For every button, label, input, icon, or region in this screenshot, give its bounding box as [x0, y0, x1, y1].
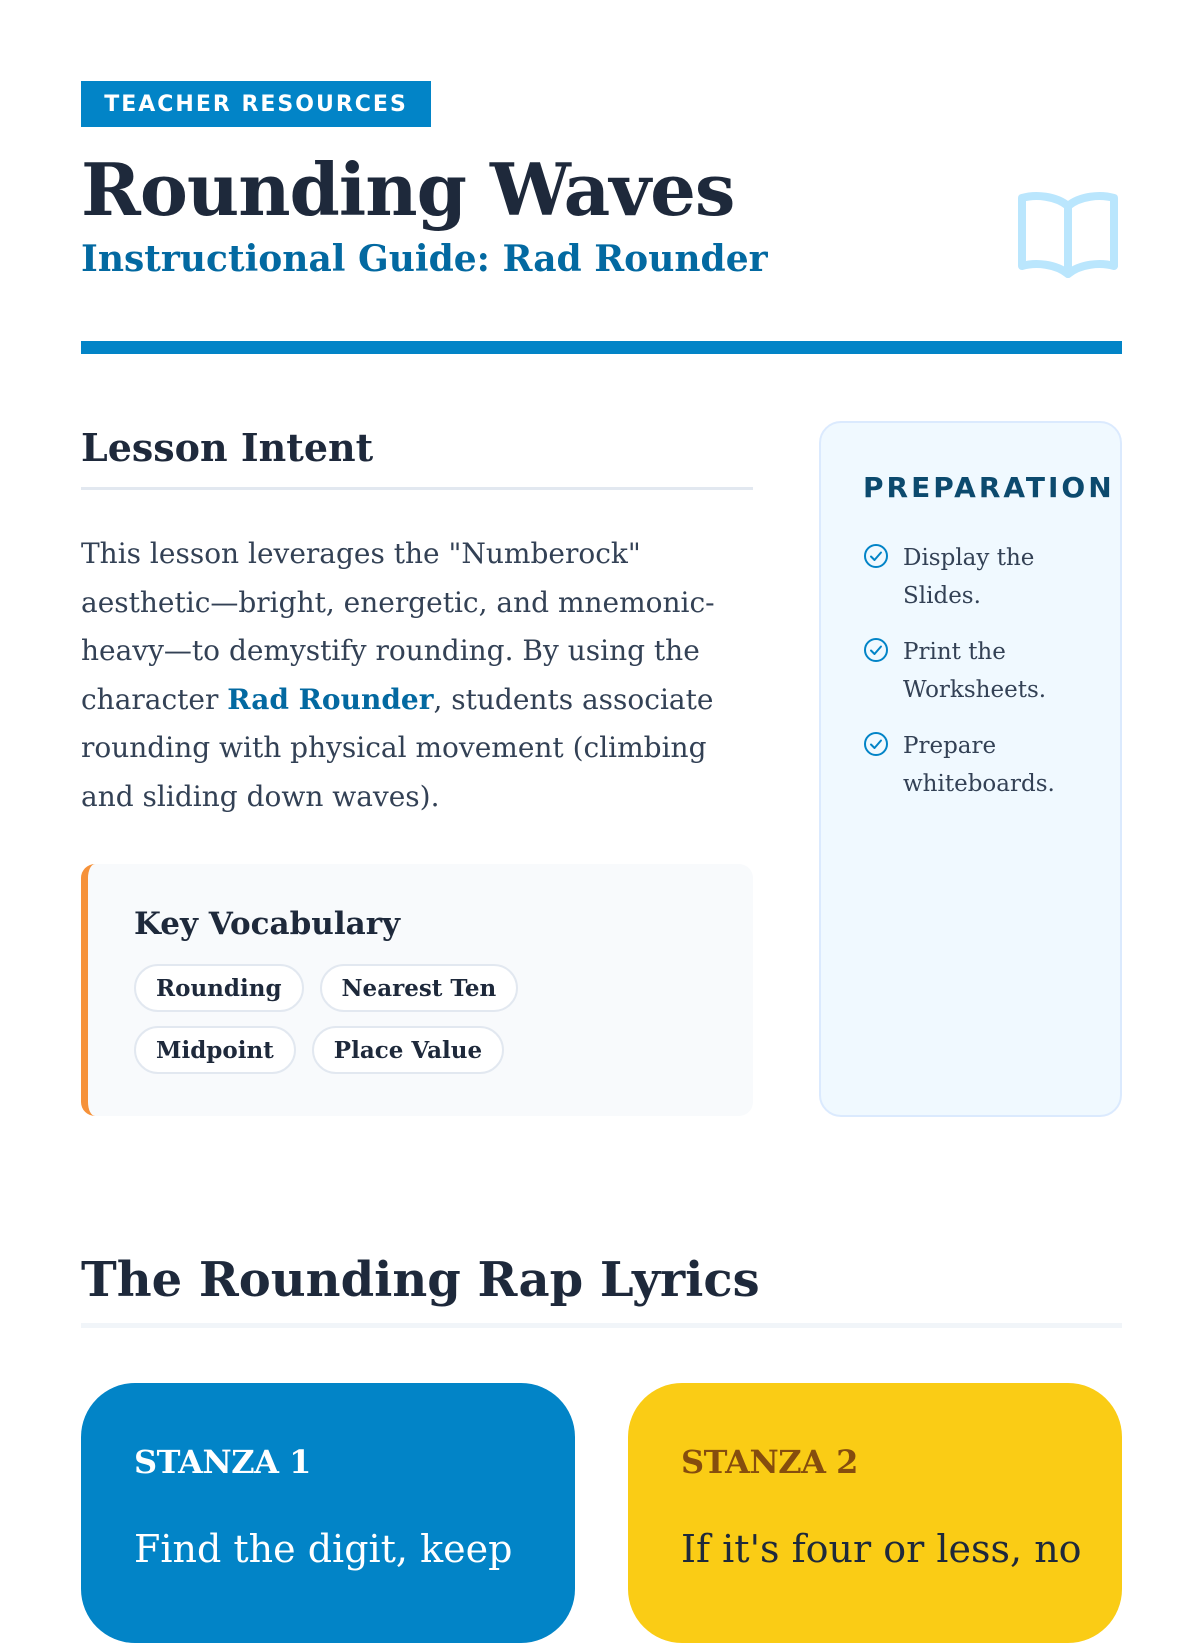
lyrics-divider — [81, 1323, 1122, 1328]
book-open-icon — [1018, 186, 1118, 282]
list-item — [863, 727, 1103, 803]
preparation-item-text: Print the Worksheets. — [903, 639, 1047, 703]
vocab-chip-rounding: Rounding — [134, 964, 304, 1012]
preparation-list — [863, 539, 1103, 821]
vocab-chip-midpoint: Midpoint — [134, 1026, 296, 1074]
stanza-card-2 — [628, 1383, 1122, 1643]
rounding-rap-lyrics-heading: The Rounding Rap Lyrics — [81, 1252, 760, 1308]
vocab-chip-nearest-ten: Nearest Ten — [320, 964, 519, 1012]
lesson-intent-divider — [81, 487, 753, 490]
lesson-intent-text — [81, 530, 753, 821]
preparation-panel — [819, 421, 1122, 1117]
stanza-label: STANZA 2 — [681, 1443, 858, 1481]
intent-text-start: This lesson leverages the "Numberock" aesthetic—bright, energetic, and mnemonic-heavy—to demystify rounding. By using the character — [81, 537, 715, 716]
page-subtitle: Instructional Guide: Rad Rounder — [81, 238, 768, 280]
header-divider — [81, 341, 1122, 354]
vocabulary-chips — [134, 964, 674, 1074]
intent-text-end: , students associate rounding with physical movement (climbing and sliding down waves). — [81, 682, 714, 813]
teacher-resources-badge: TEACHER RESOURCES — [81, 81, 431, 127]
preparation-item-text: Prepare whiteboards. — [903, 733, 1055, 797]
vocab-chip-place-value: Place Value — [312, 1026, 504, 1074]
stanza-label: STANZA 1 — [134, 1443, 311, 1481]
page-title: Rounding Waves — [81, 147, 735, 232]
character-name-highlight: Rad Rounder — [227, 682, 434, 716]
key-vocabulary-heading: Key Vocabulary — [134, 906, 401, 942]
lesson-intent-heading: Lesson Intent — [81, 425, 374, 470]
stanza-card-1 — [81, 1383, 575, 1643]
list-item — [863, 539, 1103, 615]
stanza-lyrics: Find the digit, keep — [134, 1527, 513, 1571]
preparation-heading: PREPARATION — [863, 471, 1115, 504]
check-circle-icon — [863, 637, 889, 663]
preparation-item-text: Display the Slides. — [903, 545, 1035, 609]
list-item — [863, 633, 1103, 709]
stanza-lyrics: If it's four or less, no — [681, 1527, 1082, 1571]
check-circle-icon — [863, 731, 889, 757]
key-vocabulary-card — [81, 864, 753, 1116]
check-circle-icon — [863, 543, 889, 569]
